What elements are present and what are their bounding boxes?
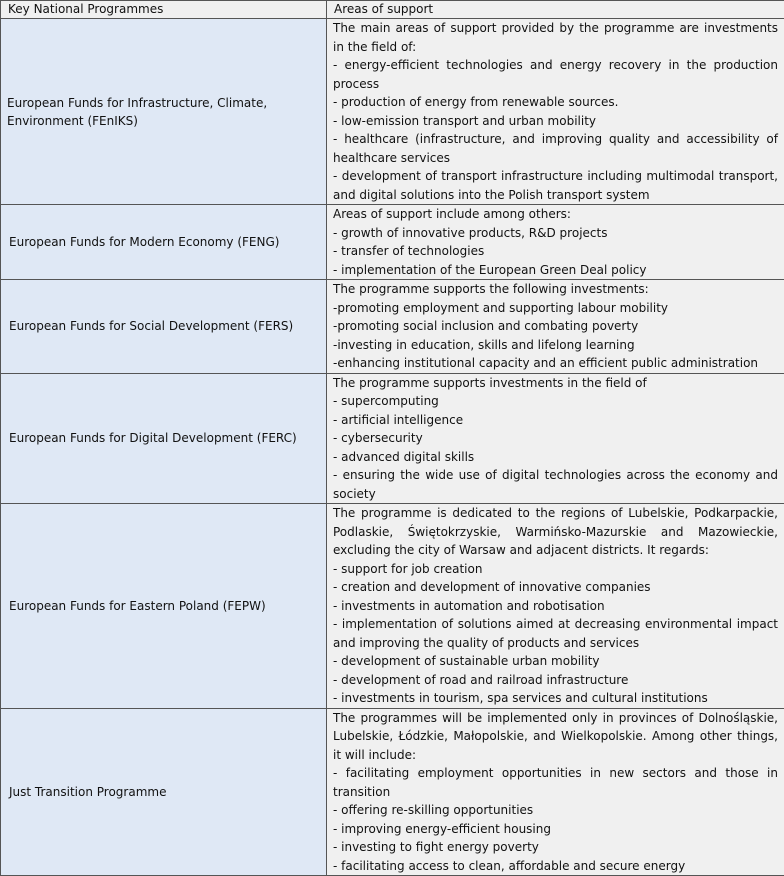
area-line: - facilitating employment opportunities in new sectors and those in transition	[333, 764, 778, 801]
area-line: - improving energy-efficient housing	[333, 820, 778, 839]
programme-name: Just Transition Programme	[1, 708, 327, 876]
header-row	[1, 1, 784, 19]
area-line: - cybersecurity	[333, 429, 778, 448]
area-line: - development of transport infrastructure including multimodal transport, and digital solutions into the Polish transport system	[333, 167, 778, 204]
area-line: The programme is dedicated to the regions of Lubelskie, Podkarpackie, Podlaskie, Świętokrzyskie, Warmińsko-Mazurskie and Mazowieckie, excluding the city of Warsaw and adjacent districts. It regards:	[333, 504, 778, 560]
area-line: - ensuring the wide use of digital technologies across the economy and society	[333, 466, 778, 503]
table-row	[1, 504, 784, 709]
area-line: The programme supports the following investments:	[333, 280, 778, 299]
area-line: - development of road and railroad infrastructure	[333, 671, 778, 690]
area-line: - creation and development of innovative companies	[333, 578, 778, 597]
areas-of-support	[327, 708, 784, 876]
area-line: The programme supports investments in the field of	[333, 374, 778, 393]
table-row	[1, 280, 784, 374]
programme-name: European Funds for Eastern Poland (FEPW)	[1, 504, 327, 709]
area-line: The main areas of support provided by the programme are investments in the field of:	[333, 19, 778, 56]
areas-of-support	[327, 504, 784, 709]
areas-of-support	[327, 19, 784, 205]
area-line: -promoting employment and supporting labour mobility	[333, 299, 778, 318]
table-row	[1, 19, 784, 205]
area-line: - implementation of solutions aimed at decreasing environmental impact and improving the quality of products and services	[333, 615, 778, 652]
area-line: - energy-efficient technologies and energy recovery in the production process	[333, 56, 778, 93]
area-line: - growth of innovative products, R&D projects	[333, 224, 778, 243]
area-line: - investing to fight energy poverty	[333, 838, 778, 857]
area-line: - implementation of the European Green Deal policy	[333, 261, 778, 280]
programme-name: European Funds for Infrastructure, Climate, Environment (FEnIKS)	[1, 19, 327, 205]
area-line: Areas of support include among others:	[333, 205, 778, 224]
area-line: - investments in automation and robotisation	[333, 597, 778, 616]
areas-of-support	[327, 205, 784, 280]
programme-name: European Funds for Digital Development (FERC)	[1, 373, 327, 504]
area-line: -investing in education, skills and lifelong learning	[333, 336, 778, 355]
area-line: - healthcare (infrastructure, and improving quality and accessibility of healthcare services	[333, 130, 778, 167]
areas-of-support	[327, 280, 784, 374]
area-line: - low-emission transport and urban mobility	[333, 112, 778, 131]
area-line: - offering re-skilling opportunities	[333, 801, 778, 820]
area-line: - investments in tourism, spa services and cultural institutions	[333, 689, 778, 708]
table-row	[1, 373, 784, 504]
area-line: - transfer of technologies	[333, 242, 778, 261]
area-line: - supercomputing	[333, 392, 778, 411]
area-line: - support for job creation	[333, 560, 778, 579]
area-line: -promoting social inclusion and combating poverty	[333, 317, 778, 336]
area-line: - artificial intelligence	[333, 411, 778, 430]
header-key-national-programmes: Key National Programmes	[1, 1, 327, 19]
area-line: The programmes will be implemented only in provinces of Dolnośląskie, Lubelskie, Łódzkie, Małopolskie, and Wielkopolskie. Among other things, it will include:	[333, 709, 778, 765]
area-line: -enhancing institutional capacity and an efficient public administration	[333, 354, 778, 373]
table-row	[1, 205, 784, 280]
area-line: - advanced digital skills	[333, 448, 778, 467]
header-areas-of-support: Areas of support	[327, 1, 784, 19]
area-line: - facilitating access to clean, affordable and secure energy	[333, 857, 778, 876]
programme-name: European Funds for Social Development (FERS)	[1, 280, 327, 374]
programme-name: European Funds for Modern Economy (FENG)	[1, 205, 327, 280]
table-row	[1, 708, 784, 876]
area-line: - production of energy from renewable sources.	[333, 93, 778, 112]
areas-of-support	[327, 373, 784, 504]
area-line: - development of sustainable urban mobility	[333, 652, 778, 671]
